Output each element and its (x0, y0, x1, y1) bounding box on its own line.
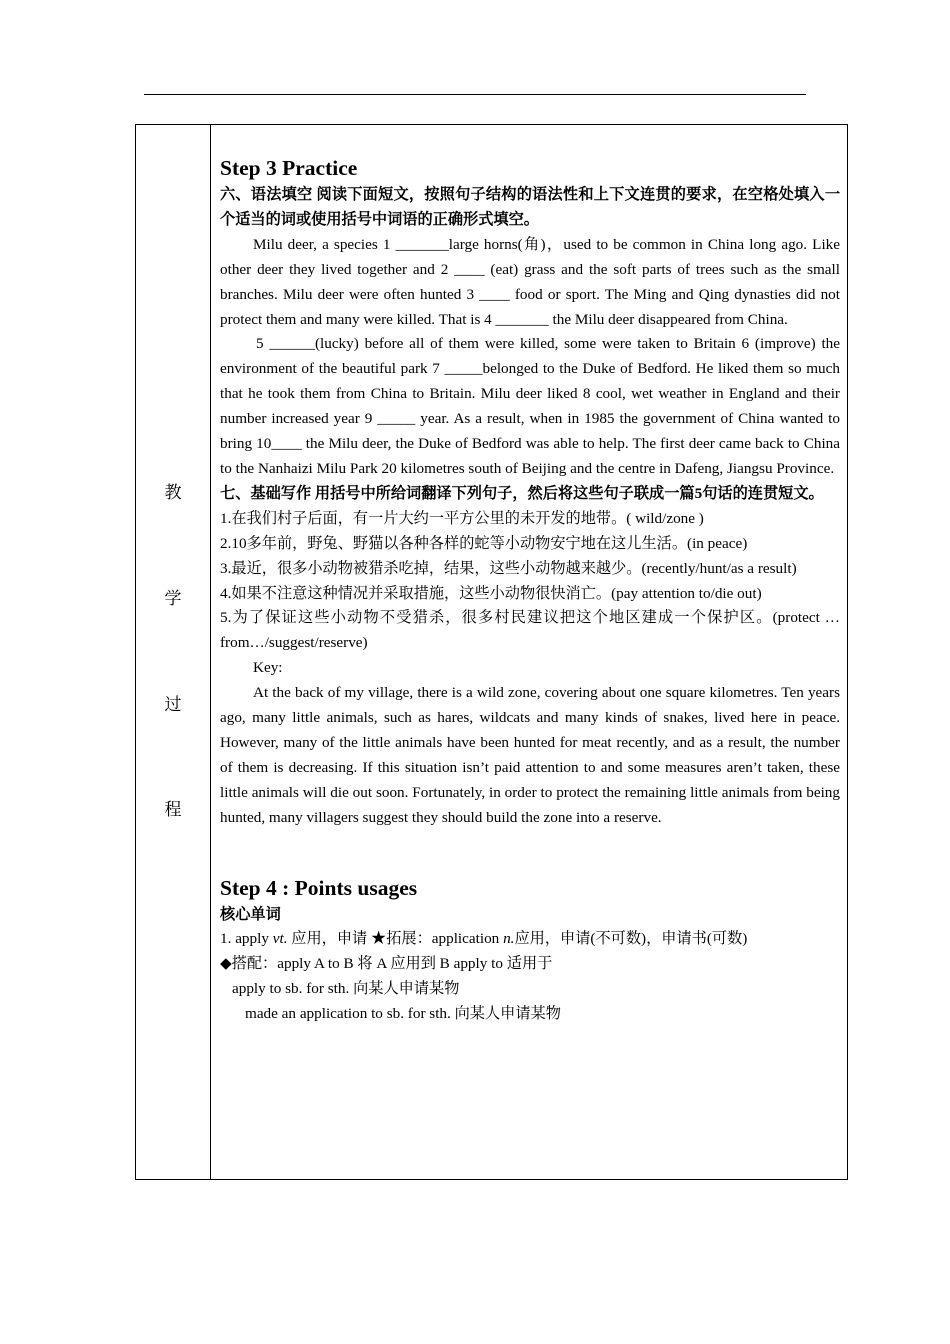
usage-line-1: apply to sb. for sth. 向某人申请某物 (232, 980, 460, 998)
side-label-char-3: 过 (164, 695, 182, 714)
vocab-meaning: 应用，申请 ★拓展：application (287, 930, 504, 948)
step3-title: Step 3 Practice (220, 156, 358, 180)
cloze-paragraph-1: Milu deer, a species 1 _______large horns(角)，used to be common in China long ago. Like other deer they lived together and 2 ____ (eat) grass and the soft parts of trees such as the small branches. Milu deer were often hunted 3 ____ food or sport. The Ming and Qing dynasties did not protect them and many were killed. That is 4 _______ the Milu deer disappeared from China. (220, 235, 840, 328)
side-label-char-4: 程 (164, 800, 182, 819)
lesson-table (135, 124, 848, 1180)
column-divider (210, 125, 211, 1179)
part-of-speech-2: n. (503, 930, 515, 948)
cloze-paragraph-2: 5 ______(lucky) before all of them were killed, some were taken to Britain 6 (improve) the environment of the beautiful park 7 _____belonged to the Duke of Bedford. He liked them so much that he took them from China to Britain. Milu deer liked 8 cool, wet weather in England and their number increased year 9 _____ year. As a result, when in 1985 the government of China wanted to bring 10____ the Milu deer, the Duke of Bedford was able to help. The first deer came back to China to the Nanhaizi Milu Park 20 kilometres south of Beijing and the centre in Dafeng, Jiangsu Province. (220, 335, 840, 477)
translation-sentence-3: 3.最近，很多小动物被猎杀吃掉，结果，这些小动物越来越少。(recently/hunt/as a result) (220, 559, 797, 577)
usage-line-2: made an application to sb. for sth. 向某人申请某物 (245, 1005, 561, 1023)
part-of-speech: vt. (272, 930, 288, 948)
header-rule (144, 94, 806, 95)
task6-instruction: 六、语法填空 阅读下面短文，按照句子结构的语法性和上下文连贯的要求，在空格处填入一个适当的词或使用括号中词语的正确形式填空。 (220, 186, 840, 228)
vocab-extension: 应用，申请(不可数)，申请书(可数) (514, 930, 748, 948)
translation-sentence-2: 2.10多年前，野兔、野猫以各种各样的蛇等小动物安宁地在这儿生活。(in peace) (220, 534, 748, 552)
translation-sentence-4: 4.如果不注意这种情况并采取措施，这些小动物很快消亡。(pay attention to/die out) (220, 584, 762, 602)
translation-sentence-5: 5.为了保证这些小动物不受猎杀，很多村民建议把这个地区建成一个保护区。(protect …from…/suggest/reserve) (220, 609, 840, 652)
vocab-item-apply (220, 927, 840, 952)
step4-subtitle: 核心单词 (220, 905, 281, 923)
translation-sentence-1: 1.在我们村子后面，有一片大约一平方公里的未开发的地带。( wild/zone ) (220, 509, 704, 527)
key-paragraph: At the back of my village, there is a wild zone, covering about one square kilometres. Ten years ago, many little animals, such as hares, wildcats and many kinds of snakes, lived here in peace. However, many of the little animals have been hunted for meat recently, and as a result, the number of them is decreasing. If this situation isn’t paid attention to and some measures aren’t taken, these little animals will die out soon. Fortunately, in order to protect the remaining little animals from being hunted, many villagers suggest they should build the zone into a reserve. (220, 684, 840, 826)
vocab-word: 1. apply (220, 930, 273, 948)
step4-title: Step 4 : Points usages (220, 875, 418, 900)
key-label: Key: (253, 659, 283, 677)
side-label-char-2: 学 (164, 589, 182, 608)
collocation-line: ◆搭配：apply A to B 将 A 应用到 B apply to 适用于 (220, 955, 553, 973)
content-cell (220, 153, 840, 1027)
task7-instruction: 七、基础写作 用括号中所给词翻译下列句子，然后将这些句子联成一篇5句话的连贯短文。 (220, 484, 824, 502)
spacer (220, 831, 840, 873)
side-label-char-1: 教 (164, 483, 182, 502)
